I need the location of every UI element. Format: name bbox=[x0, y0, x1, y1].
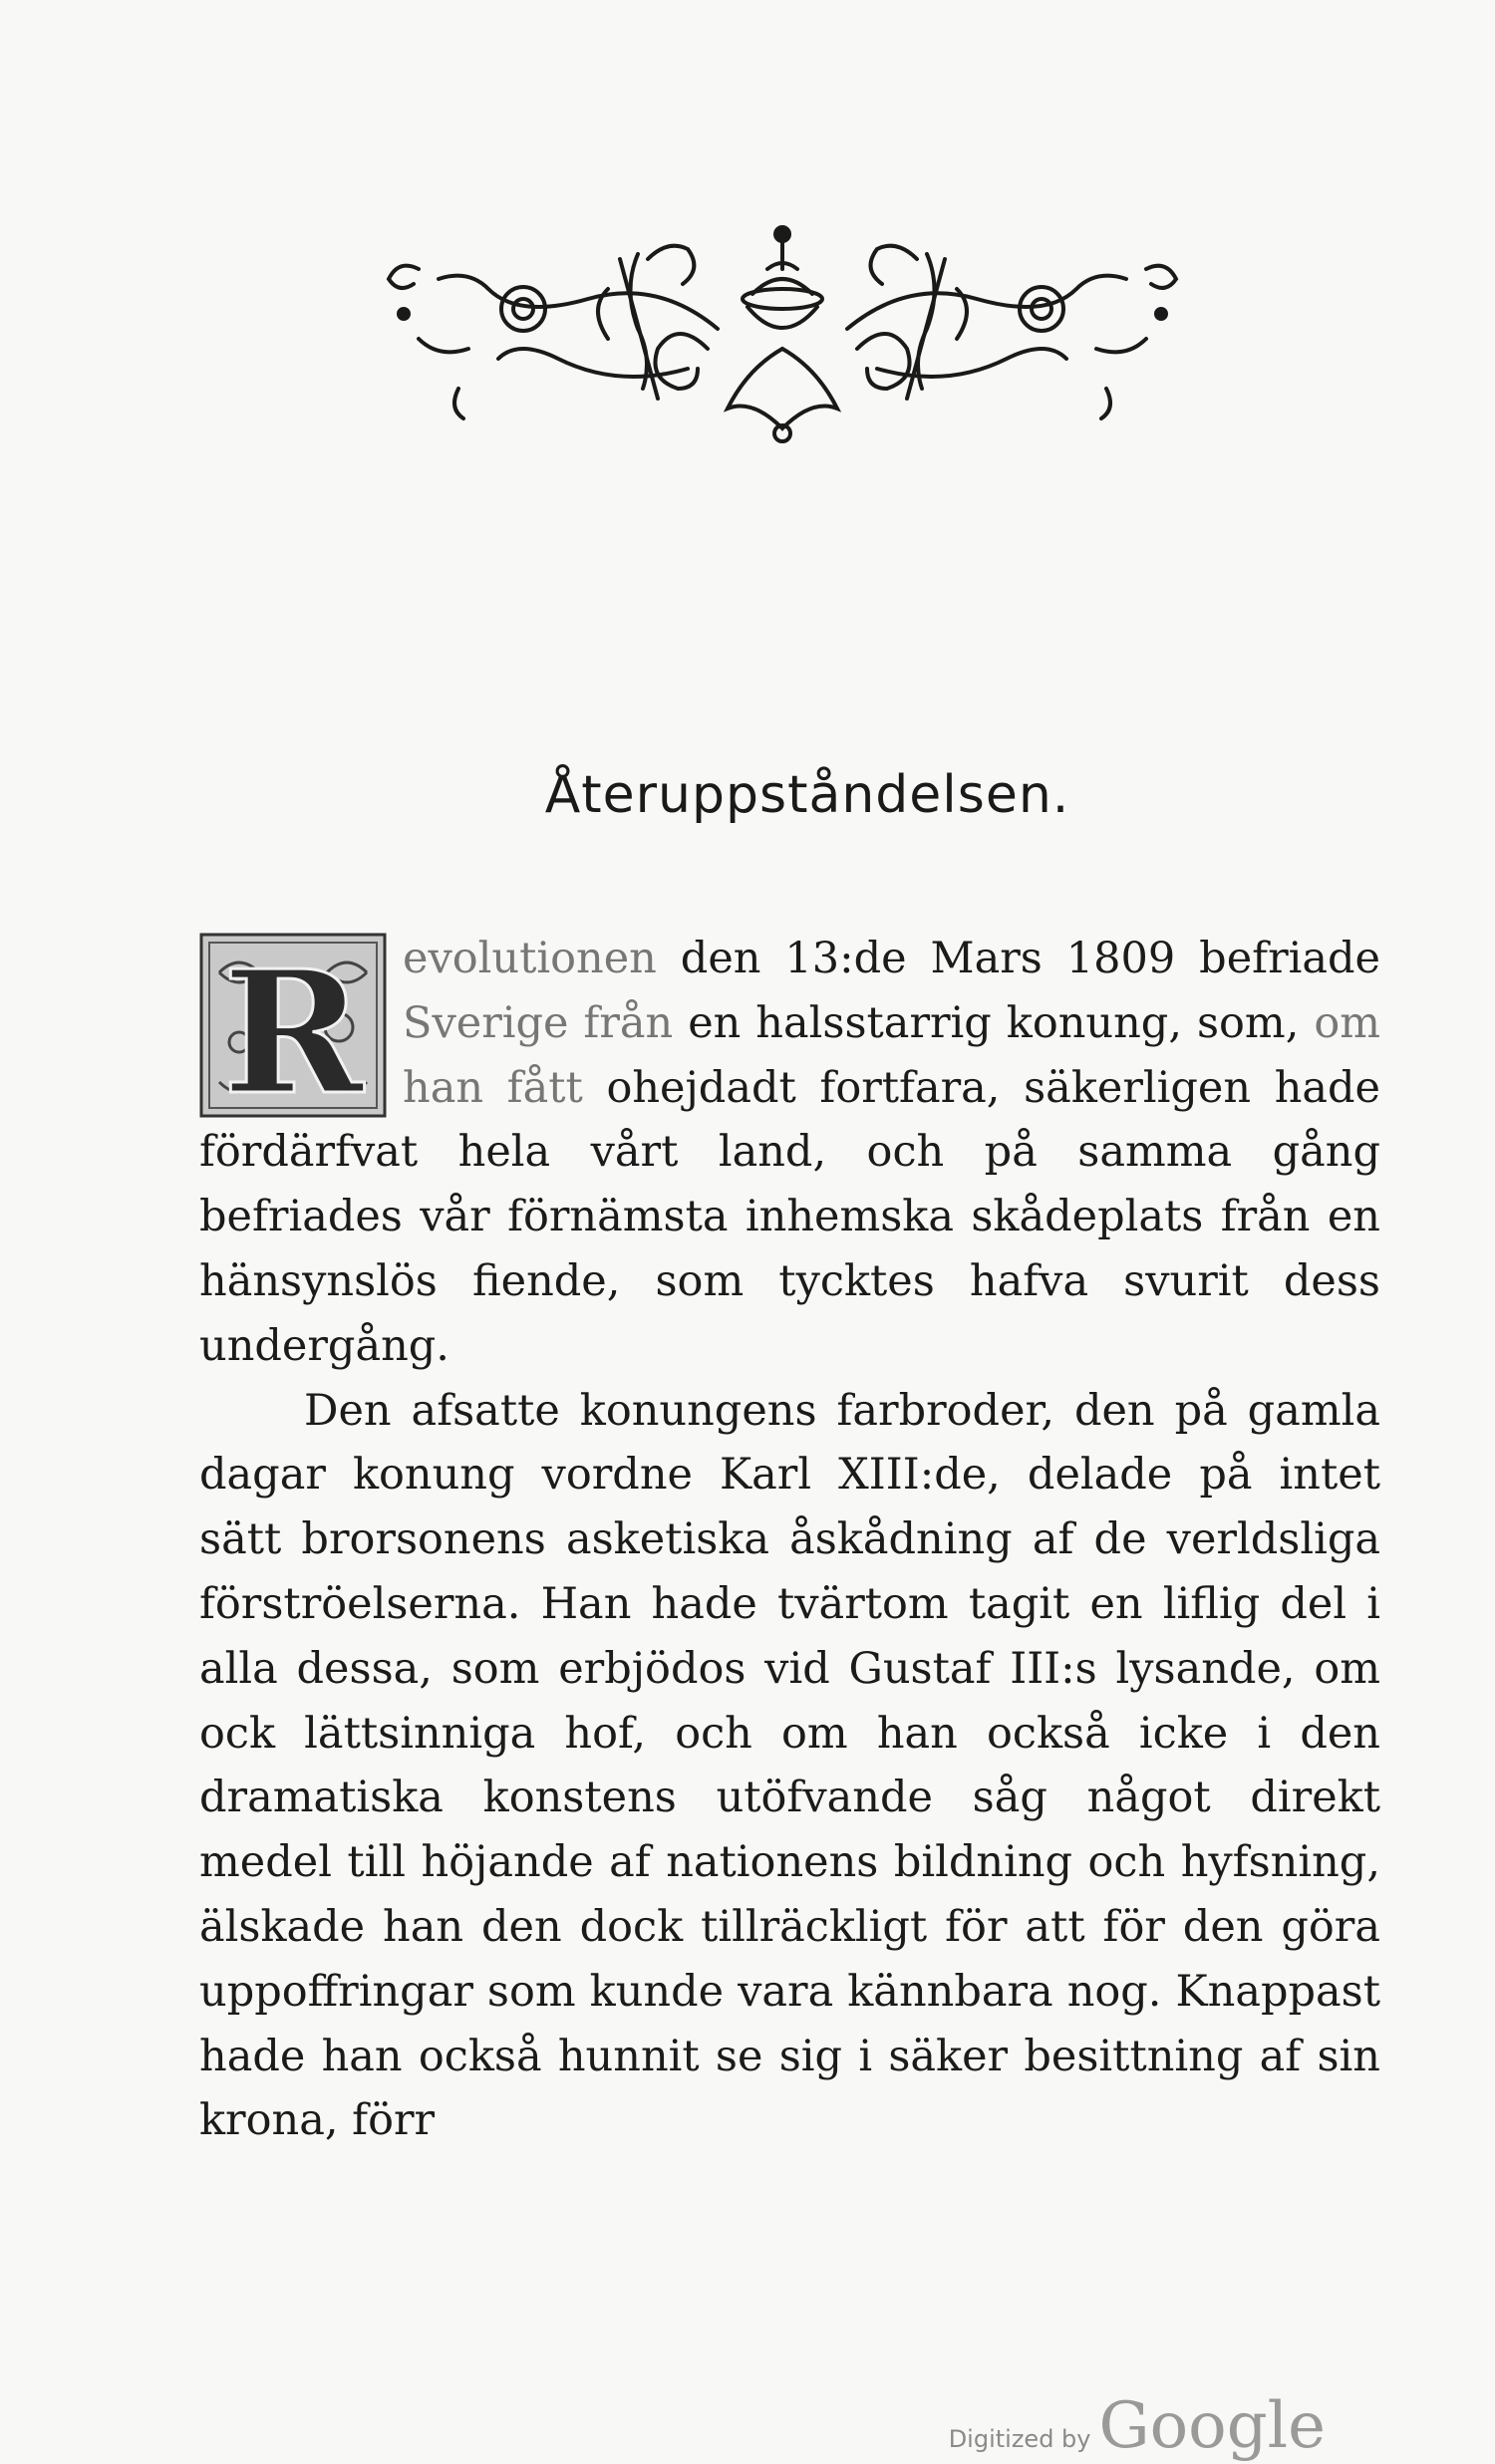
drop-word-rest: evolutionen bbox=[403, 934, 657, 983]
chapter-title: Återuppståndelsen. bbox=[544, 765, 1070, 825]
paragraph-2: Den afsatte konungens farbroder, den på gamla dagar konung vordne Karl XIII:de, delade på intet sätt brorsonens asketiska åskådning af de verldsliga förströelserna. Han hade tvärtom tagit en liflig del i alla dessa, som erbjödos vid Gustaf III:s lysande, om ock lättsinniga hof, och om han också icke i den dramatiska konstens utöfvande såg något direkt medel till höjande af nationens bildning och hyfsning, älskade han den dock tillräckligt för att för den göra uppoffringar som kunde vara kännbara nog. Knappast hade han också hunnit se sig i säker besittning af sin krona, förr bbox=[199, 1385, 1380, 2146]
paragraph1-rest: ohejdadt fortfara, säkerligen hade fördärfvat hela vårt land, och på samma gång befriades vår förnämsta inhemska skådeplats från en hänsynslös fiende, som tycktes hafva svurit dess undergång. bbox=[199, 1062, 1380, 1371]
decorated-initial-icon bbox=[199, 933, 387, 1118]
line3-faded: om han fått bbox=[403, 997, 1381, 1113]
digitized-watermark bbox=[949, 2389, 1326, 2463]
paragraph-1 bbox=[199, 927, 1380, 1379]
drop-cap-letter: R bbox=[222, 934, 364, 1118]
line1-rest: den 13:de Mars 1809 befriade bbox=[656, 934, 1380, 983]
watermark-brand: Google bbox=[1098, 2389, 1326, 2463]
body-text bbox=[199, 927, 1380, 2153]
line2-faded: Sverige från bbox=[403, 997, 674, 1048]
watermark-prefix: Digitized by bbox=[948, 2425, 1091, 2453]
line2-rest: en halsstarrig konung, som, bbox=[673, 997, 1300, 1048]
floral-headpiece-icon bbox=[359, 199, 1206, 448]
